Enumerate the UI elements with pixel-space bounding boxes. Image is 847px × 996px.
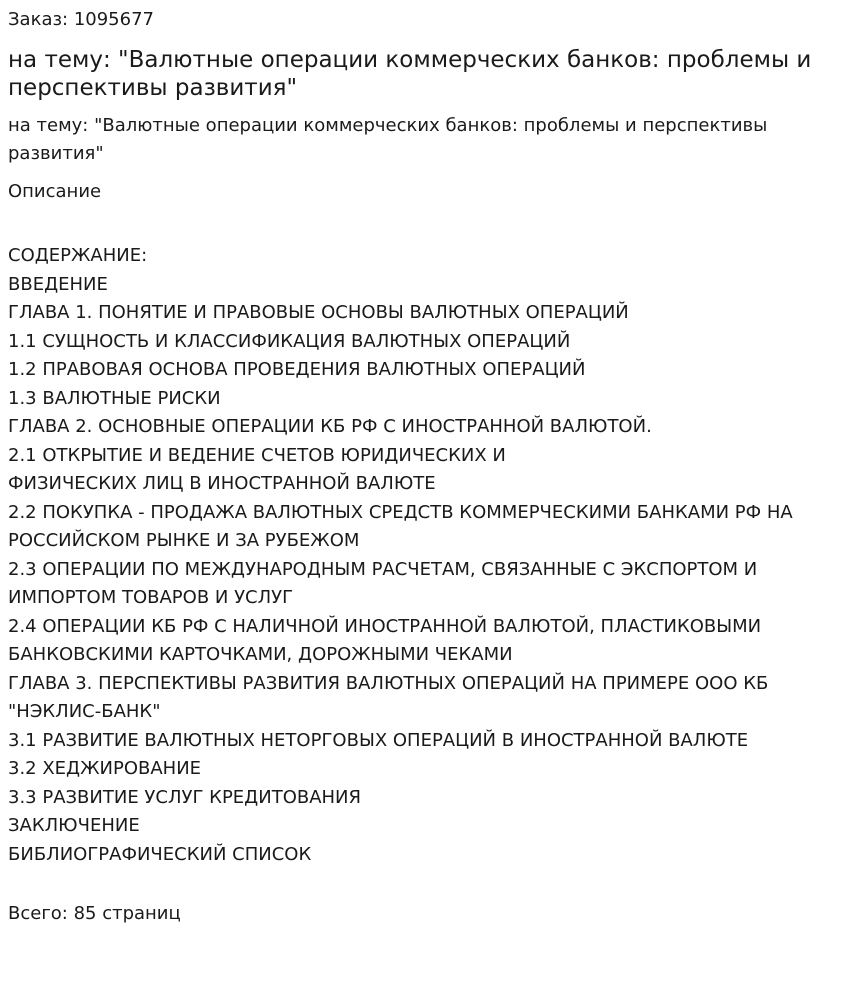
subtitle: на тему: "Валютные операции коммерческих банков: проблемы и перспективы развития" <box>8 115 768 164</box>
toc-line: БИБЛИОГРАФИЧЕСКИЙ СПИСОК <box>8 843 312 865</box>
toc-line: 2.3 ОПЕРАЦИИ ПО МЕЖДУНАРОДНЫМ РАСЧЕТАМ, СВЯЗАННЫЕ С ЭКСПОРТОМ И ИМПОРТОМ ТОВАРОВ И УСЛУГ <box>8 558 758 608</box>
page-title: на тему: "Валютные операции коммерческих банков: проблемы и перспективы развития" <box>8 47 812 101</box>
toc-line: ФИЗИЧЕСКИХ ЛИЦ В ИНОСТРАННОЙ ВАЛЮТЕ <box>8 473 436 494</box>
document <box>8 8 839 926</box>
toc-line: 3.1 РАЗВИТИЕ ВАЛЮТНЫХ НЕТОРГОВЫХ ОПЕРАЦИЙ В ИНОСТРАННОЙ ВАЛЮТЕ <box>8 729 749 751</box>
toc-line: ЗАКЛЮЧЕНИЕ <box>8 815 140 836</box>
toc-line: 3.3 РАЗВИТИЕ УСЛУГ КРЕДИТОВАНИЯ <box>8 786 362 808</box>
toc-line: ГЛАВА 1. ПОНЯТИЕ И ПРАВОВЫЕ ОСНОВЫ ВАЛЮТНЫХ ОПЕРАЦИЙ <box>8 302 629 323</box>
order-number: Заказ: 1095677 <box>8 9 154 30</box>
toc-line: 1.3 ВАЛЮТНЫЕ РИСКИ <box>8 387 221 409</box>
toc-line: 3.2 ХЕДЖИРОВАНИЕ <box>8 758 202 779</box>
toc-line: 2.2 ПОКУПКА - ПРОДАЖА ВАЛЮТНЫХ СРЕДСТВ КОММЕРЧЕСКИМИ БАНКАМИ РФ НА РОССИЙСКОМ РЫНКЕ И ЗА РУБЕЖОМ <box>8 501 793 551</box>
page-count: Всего: 85 страниц <box>8 903 181 924</box>
toc-line: 1.1 СУЩНОСТЬ И КЛАССИФИКАЦИЯ ВАЛЮТНЫХ ОПЕРАЦИЙ <box>8 330 571 352</box>
toc-line: СОДЕРЖАНИЕ: <box>8 245 148 266</box>
toc-line: 2.4 ОПЕРАЦИИ КБ РФ С НАЛИЧНОЙ ИНОСТРАННОЙ ВАЛЮТОЙ, ПЛАСТИКОВЫМИ БАНКОВСКИМИ КАРТОЧКАМИ, ДОРОЖНЫМИ ЧЕКАМИ <box>8 615 762 665</box>
toc-line: 1.2 ПРАВОВАЯ ОСНОВА ПРОВЕДЕНИЯ ВАЛЮТНЫХ ОПЕРАЦИЙ <box>8 359 586 380</box>
description-label: Описание <box>8 181 102 202</box>
toc-line: ГЛАВА 2. ОСНОВНЫЕ ОПЕРАЦИИ КБ РФ С ИНОСТРАННОЙ ВАЛЮТОЙ. <box>8 416 652 437</box>
table-of-contents <box>8 242 839 869</box>
toc-line: ГЛАВА 3. ПЕРСПЕКТИВЫ РАЗВИТИЯ ВАЛЮТНЫХ ОПЕРАЦИЙ НА ПРИМЕРЕ ООО КБ "НЭКЛИС-БАНК" <box>8 672 769 722</box>
toc-line: 2.1 ОТКРЫТИЕ И ВЕДЕНИЕ СЧЕТОВ ЮРИДИЧЕСКИХ И <box>8 444 506 466</box>
toc-line: ВВЕДЕНИЕ <box>8 273 108 295</box>
